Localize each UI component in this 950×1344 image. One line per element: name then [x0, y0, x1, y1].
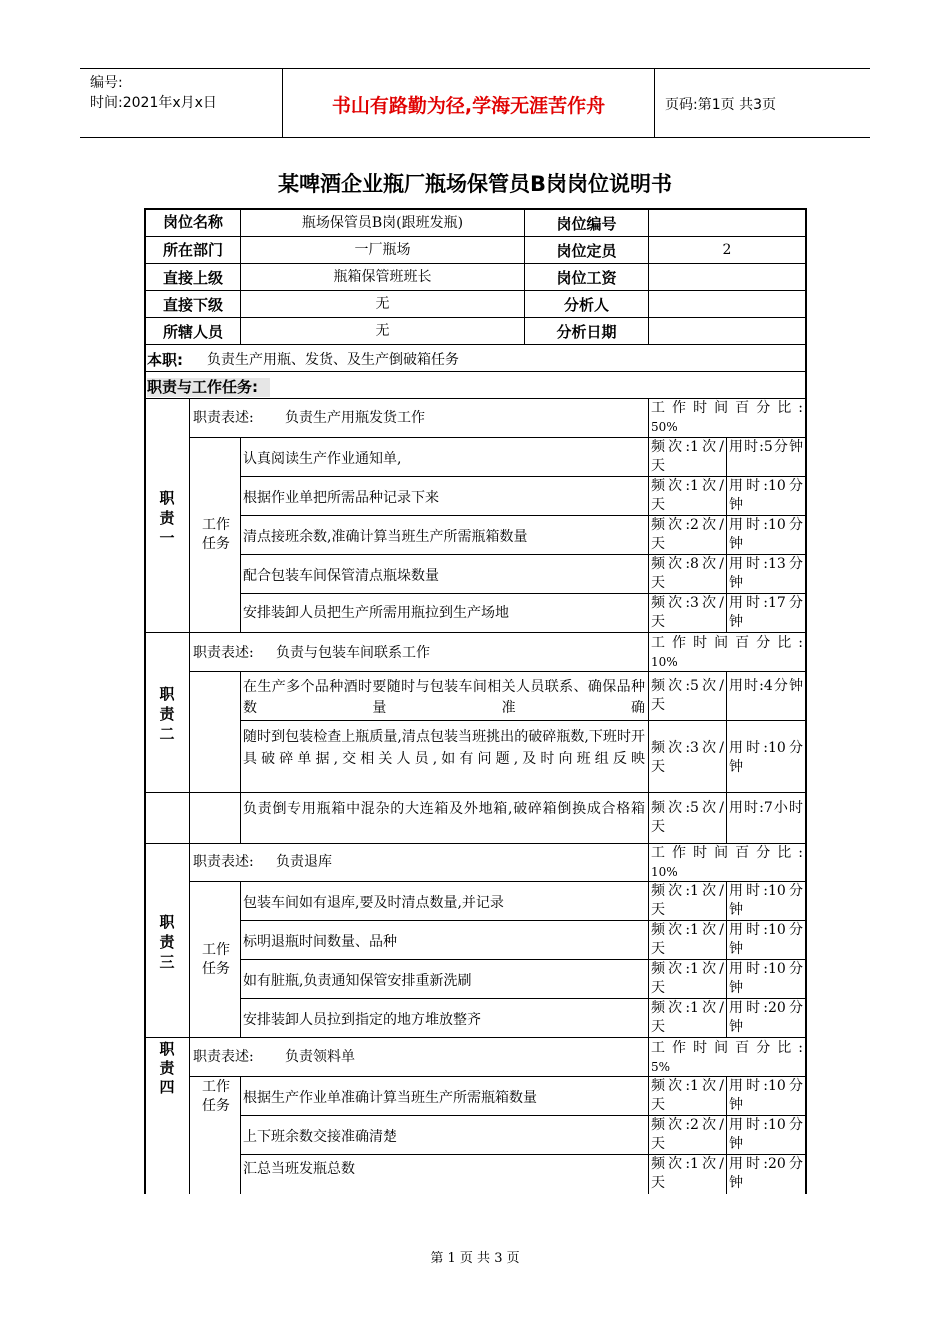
duty1-pct-label: 工作时间百分比:: [651, 400, 803, 416]
duty1-task5-text: 安排装卸人员把生产所需用瓶拉到生产场地: [243, 605, 509, 621]
duty3-pct: 10%: [651, 865, 678, 879]
duty3-task2-freq: 频次:1次/天: [651, 922, 724, 957]
duty1-task4-time: 用时:13分钟: [729, 556, 803, 591]
duty1-task2-text: 根据作业单把所需品种记录下来: [243, 490, 439, 506]
duty2-task1-text: 在生产多个品种酒时要随时与包装车间相关人员联系、确保品种数量准确: [243, 679, 645, 716]
date-label: 时间:2021年x月x日: [90, 95, 217, 111]
duty2-pct: 10%: [651, 655, 678, 669]
duty3-task1-freq: 频次:1次/天: [651, 883, 724, 918]
document-title: 某啤酒企业瓶厂瓶场保管员B岗岗位说明书: [277, 172, 672, 196]
duty3-task2-text: 标明退瓶时间数量、品种: [243, 934, 397, 950]
duty1-desc: 负责生产用瓶发货工作: [285, 410, 425, 426]
duty4-pct-label: 工作时间百分比:: [651, 1040, 803, 1056]
duty2-task3-time: 用时:7小时: [729, 800, 803, 816]
duty-summary-text: 负责生产用瓶、发货、及生产倒破箱任务: [207, 352, 459, 368]
duty1-task5-time: 用时:17分钟: [729, 595, 803, 630]
label-staff-under: 所辖人员: [162, 323, 223, 341]
duty2-desc: 负责与包装车间联系工作: [276, 645, 430, 661]
duty3-task-label: 工作任务: [202, 942, 230, 977]
duty3-task2-time: 用时:10分钟: [729, 922, 803, 957]
duty2-name: 职责二: [159, 685, 175, 743]
duty1-desc-label: 职责表述:: [193, 410, 254, 426]
label-direct-subordinate: 直接下级: [162, 296, 223, 314]
label-position-code: 岗位编号: [556, 215, 617, 233]
duty1-task4-text: 配合包装车间保管清点瓶垛数量: [243, 568, 439, 584]
duty-summary-label: 本职:: [147, 351, 183, 369]
duty1-task-label: 工作任务: [202, 517, 230, 552]
duty1-task5-freq: 频次:3次/天: [651, 595, 724, 630]
value-headcount: 2: [722, 242, 732, 258]
serial-number-label: 编号:: [90, 75, 123, 91]
duty4-desc: 负责领料单: [285, 1049, 355, 1065]
duty3-pct-label: 工作时间百分比:: [651, 845, 803, 861]
duty4-desc-label: 职责表述:: [193, 1049, 254, 1065]
label-direct-superior: 直接上级: [162, 269, 223, 287]
duty4-task1-time: 用时:10分钟: [729, 1078, 803, 1113]
duty3-name: 职责三: [159, 913, 175, 971]
duty4-task2-text: 上下班余数交接准确清楚: [243, 1129, 397, 1145]
label-department: 所在部门: [162, 241, 223, 259]
duty3-desc: 负责退库: [276, 854, 332, 870]
duty2-pct-label: 工作时间百分比:: [651, 635, 803, 651]
duty4-task2-freq: 频次:2次/天: [651, 1117, 724, 1152]
duty4-task3-text: 汇总当班发瓶总数: [243, 1161, 355, 1177]
duty2-desc-label: 职责表述:: [193, 645, 254, 661]
label-salary: 岗位工资: [556, 269, 617, 287]
duty4-task3-freq: 频次:1次/天: [651, 1156, 724, 1191]
duty1-task2-time: 用时:10分钟: [729, 478, 803, 513]
duty1-task3-freq: 频次:2次/天: [651, 517, 724, 552]
duty2-task3-text: 负责倒专用瓶箱中混杂的大连箱及外地箱,破碎箱倒换成合格箱: [243, 801, 645, 817]
duty2-task2-freq: 频次:3次/天: [651, 740, 724, 775]
tasks-header: 职责与工作任务:: [147, 378, 270, 397]
value-staff-under: 无: [375, 323, 390, 339]
duty3-task3-freq: 频次:1次/天: [651, 961, 724, 996]
duty3-task1-text: 包装车间如有退库,要及时清点数量,并记录: [243, 895, 504, 911]
page-number-info: 页码:第1页 共3页: [665, 97, 776, 113]
duty3-task4-time: 用时:20分钟: [729, 1000, 803, 1035]
value-direct-superior: 瓶箱保管班班长: [333, 269, 432, 285]
label-analysis-date: 分析日期: [556, 323, 617, 341]
duty4-task-label: 工作任务: [202, 1079, 230, 1114]
value-direct-subordinate: 无: [375, 296, 390, 312]
label-analyst: 分析人: [563, 296, 609, 314]
duty1-task1-time: 用时:5分钟: [729, 439, 803, 455]
duty2-task2-time: 用时:10分钟: [729, 740, 803, 775]
duty3-task4-text: 安排装卸人员拉到指定的地方堆放整齐: [243, 1012, 481, 1028]
duty1-task3-time: 用时:10分钟: [729, 517, 803, 552]
value-position-name: 瓶场保管员B岗(跟班发瓶): [301, 215, 464, 231]
label-position-name: 岗位名称: [162, 213, 223, 231]
duty1-pct: 50%: [651, 420, 678, 434]
duty3-task3-text: 如有脏瓶,负责通知保管安排重新洗刷: [243, 973, 472, 989]
duty3-desc-label: 职责表述:: [193, 854, 254, 870]
duty2-task2-text: 随时到包装检查上瓶质量,清点包装当班挑出的破碎瓶数,下班时开具破碎单据,交相关人员,如有问题,及时向班组反映: [243, 729, 645, 767]
duty4-pct: 5%: [651, 1060, 671, 1074]
duty2-task1-freq: 频次:5次/天: [651, 678, 724, 713]
value-department: 一厂瓶场: [354, 242, 411, 258]
duty1-task1-text: 认真阅读生产作业通知单,: [243, 451, 402, 467]
duty4-name: 职责四: [159, 1040, 175, 1096]
duty4-task1-text: 根据生产作业单准确计算当班生产所需瓶箱数量: [243, 1090, 537, 1106]
duty2-task3-freq: 频次:5次/ 天: [651, 800, 724, 835]
duty1-task2-freq: 频次:1次/天: [651, 478, 724, 513]
duty3-task3-time: 用时:10分钟: [729, 961, 803, 996]
page-footer: 第 1 页 共 3 页: [430, 1251, 520, 1266]
duty2-task1-time: 用时:4分钟: [729, 678, 803, 694]
duty3-task4-freq: 频次:1次/天: [651, 1000, 724, 1035]
duty4-task1-freq: 频次:1次/天: [651, 1078, 724, 1113]
label-headcount: 岗位定员: [556, 242, 617, 260]
duty3-task1-time: 用时:10分钟: [729, 883, 803, 918]
duty1-task3-text: 清点接班余数,准确计算当班生产所需瓶箱数量: [243, 529, 528, 545]
motto-text: 书山有路勤为径,学海无涯苦作舟: [331, 95, 606, 117]
duty1-task4-freq: 频次:8次/天: [651, 556, 724, 591]
duty1-task1-freq: 频次:1次/天: [651, 439, 724, 474]
duty4-task2-time: 用时:10分钟: [729, 1117, 803, 1152]
duty1-name: 职责一: [159, 489, 175, 547]
duty4-task3-time: 用时:20分钟: [729, 1156, 803, 1191]
